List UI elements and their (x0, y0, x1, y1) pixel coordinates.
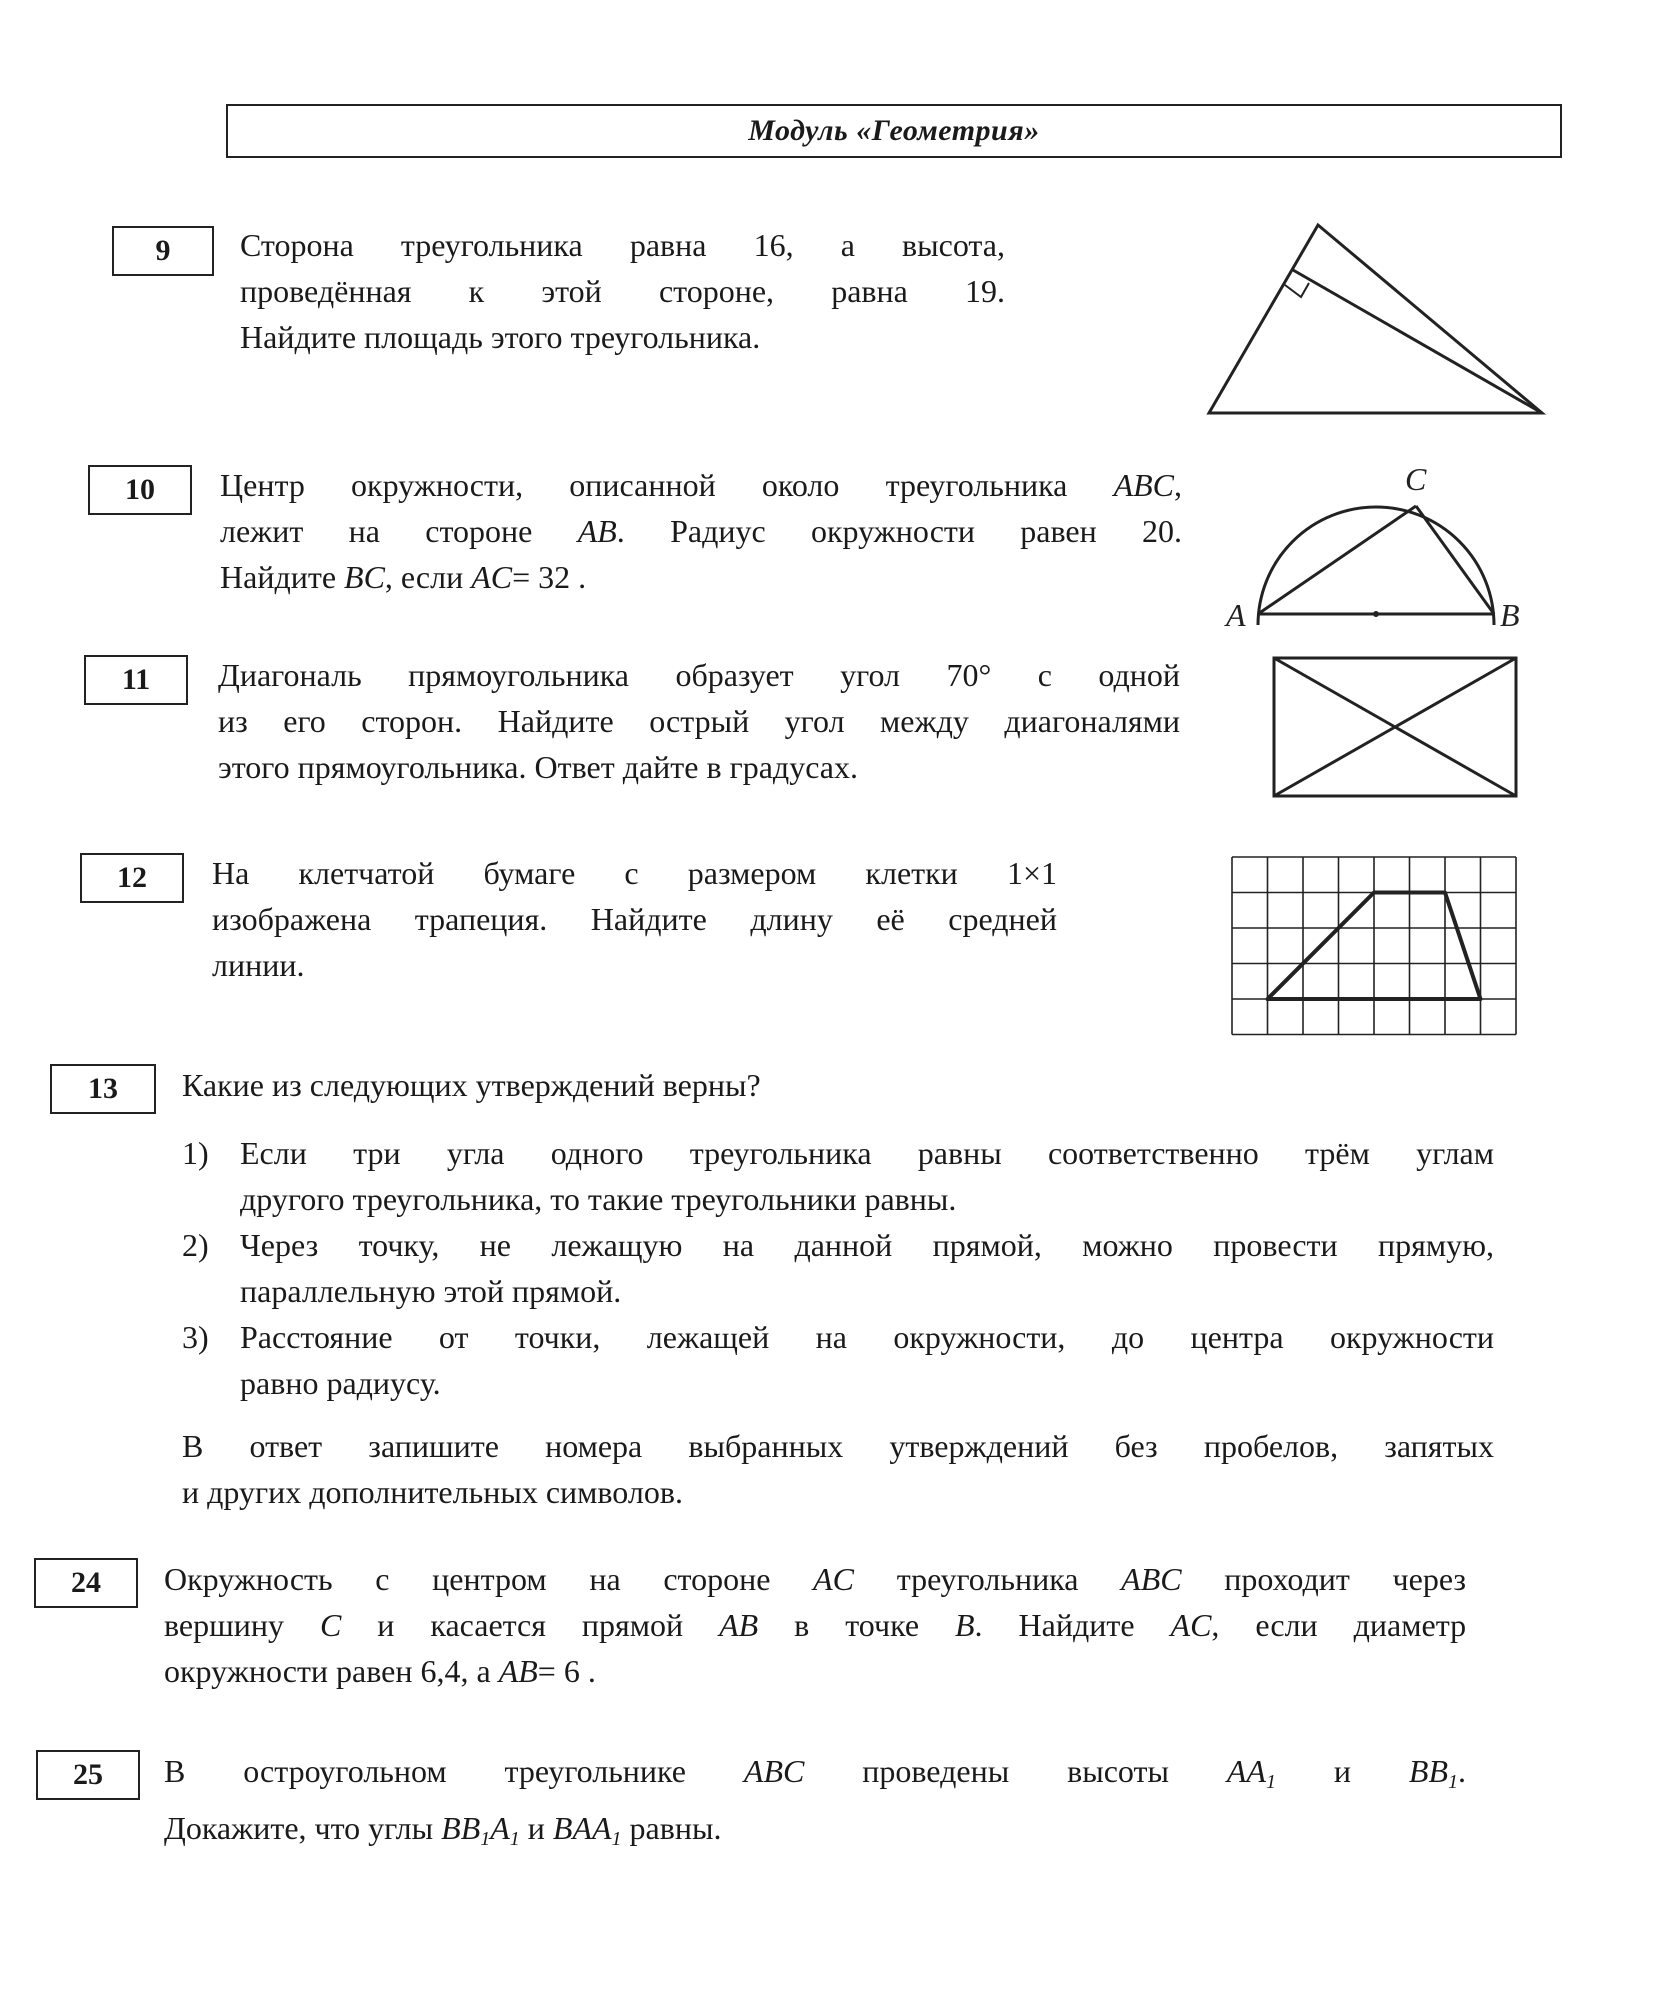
task-13-statements (182, 1130, 1494, 1406)
math-var: ABC (1121, 1561, 1182, 1597)
math-var (552, 1810, 622, 1850)
text: . (1458, 1753, 1466, 1789)
text-line (220, 462, 1182, 508)
subscript: 1 (611, 1828, 622, 1850)
text: Найдите (220, 559, 337, 595)
text-line: Если три угла одного треугольника равны соответственно трём углам (240, 1135, 1494, 1171)
text: AA (1226, 1753, 1266, 1789)
label-b: B (1500, 597, 1520, 633)
task-25-text (164, 1748, 1466, 1862)
text-line: Сторона треугольника равна 16, а высота, (240, 227, 1005, 263)
text: BAA (552, 1810, 612, 1846)
text: Докажите, что углы (164, 1810, 434, 1846)
text-line: Диагональ прямоугольника образует угол 70° с одной (218, 657, 1180, 693)
math-var (1408, 1753, 1458, 1793)
task-number-9 (112, 226, 214, 276)
math-var: ABC (743, 1753, 805, 1789)
text: проведены высоты (862, 1753, 1169, 1789)
figure-triangle-altitude (1180, 200, 1560, 430)
text: , если (384, 559, 464, 595)
math-var: AB (498, 1653, 538, 1689)
text-line: Через точку, не лежащую на данной прямой, можно провести прямую, (240, 1227, 1494, 1263)
label-a: A (1226, 597, 1246, 633)
text-line (220, 508, 1182, 554)
task-24-text (164, 1556, 1466, 1694)
altitude-line (1293, 270, 1542, 413)
text-line: этого прямоугольника. Ответ дайте в градусах. (218, 749, 858, 785)
math-var: AC (1170, 1607, 1212, 1643)
text: Окружность с центром на стороне (164, 1561, 771, 1597)
task-number-label: 11 (121, 663, 151, 696)
module-header (226, 104, 1562, 158)
task-number-11 (84, 655, 188, 705)
text: = 32 . (512, 559, 587, 595)
text-line: Расстояние от точки, лежащей на окружности, до центра окружности (240, 1319, 1494, 1355)
text-line: изображена трапеция. Найдите длину её средней (212, 901, 1057, 937)
text-line: и других дополнительных символов. (182, 1474, 683, 1510)
subscript: 1 (1265, 1771, 1276, 1793)
side-cb (1416, 506, 1494, 614)
text-line (164, 1556, 1466, 1602)
text-line (164, 1748, 1466, 1805)
text-line (164, 1602, 1466, 1648)
text: . Радиус окружности равен 20. (616, 513, 1183, 549)
statement-number: 1) (182, 1135, 209, 1171)
math-var: AB (577, 513, 617, 549)
task-9-text (240, 222, 1005, 360)
task-number-12 (80, 853, 184, 903)
statement-3 (182, 1314, 1494, 1406)
task-number-24 (34, 1558, 138, 1608)
statement-number: 3) (182, 1319, 209, 1355)
text-line: из его сторон. Найдите острый угол между диагоналями (218, 703, 1180, 739)
math-var: B (955, 1607, 975, 1643)
text-line: другого треугольника, то такие треугольники равны. (240, 1181, 957, 1217)
question-text: Какие из следующих утверждений верны? (182, 1067, 761, 1103)
text: вершину (164, 1607, 285, 1643)
subscript: 1 (509, 1828, 520, 1850)
text: и касается прямой (377, 1607, 684, 1643)
task-number-10 (88, 465, 192, 515)
math-var (441, 1810, 520, 1850)
text-line (164, 1648, 1466, 1694)
figure-semicircle-triangle (1200, 440, 1530, 640)
text-line: проведённая к этой стороне, равна 19. (240, 273, 1005, 309)
right-angle-mark (1285, 283, 1309, 297)
task-number-label: 24 (71, 1566, 101, 1599)
task-number-label: 9 (155, 234, 171, 267)
statement-1 (182, 1130, 1494, 1222)
text: окружности равен 6,4, а (164, 1653, 491, 1689)
math-var (1226, 1753, 1276, 1793)
statement-2 (182, 1222, 1494, 1314)
task-number-label: 25 (73, 1758, 103, 1791)
figure-grid-trapezoid (1230, 855, 1520, 1040)
math-var: BC (344, 559, 385, 595)
math-var: C (319, 1607, 342, 1643)
side-ac (1258, 506, 1416, 614)
text-line: линии. (212, 947, 305, 983)
center-point (1373, 611, 1379, 617)
task-13-instruction (182, 1423, 1494, 1515)
text-line: В ответ запишите номера выбранных утверждений без пробелов, запятых (182, 1428, 1494, 1464)
text-line: На клетчатой бумаге с размером клетки 1×1 (212, 855, 1057, 891)
subscript: 1 (1448, 1771, 1458, 1793)
text-line: Найдите площадь этого треугольника. (240, 319, 761, 355)
text: лежит на стороне (220, 513, 533, 549)
text-line: равно радиусу. (240, 1365, 441, 1401)
task-number-label: 10 (125, 473, 155, 506)
task-11-text (218, 652, 1180, 790)
text: , (1174, 467, 1183, 503)
text: и (527, 1810, 545, 1846)
text: треугольника (896, 1561, 1079, 1597)
task-number-label: 13 (88, 1072, 118, 1105)
task-12-text (212, 850, 1057, 988)
text: = 6 . (537, 1653, 596, 1689)
text: . Найдите (974, 1607, 1135, 1643)
text: Центр окружности, описанной около треугольника (220, 467, 1068, 503)
module-title: Модуль «Геометрия» (748, 114, 1040, 147)
math-var: AB (719, 1607, 759, 1643)
task-number-25 (36, 1750, 140, 1800)
text: BB (1408, 1753, 1448, 1789)
text: в точке (794, 1607, 920, 1643)
text-line: параллельную этой прямой. (240, 1273, 622, 1309)
task-10-text (220, 462, 1182, 600)
text: A (490, 1810, 510, 1846)
text: проходит через (1224, 1561, 1467, 1597)
task-number-13 (50, 1064, 156, 1114)
label-c: C (1405, 461, 1427, 497)
statement-number: 2) (182, 1227, 209, 1263)
subscript: 1 (480, 1828, 491, 1850)
math-var: AC (813, 1561, 854, 1597)
text-line (220, 554, 1182, 600)
text: , если диаметр (1211, 1607, 1467, 1643)
text-line (164, 1805, 1466, 1862)
text: и (1333, 1753, 1351, 1789)
figure-rectangle-diagonals (1220, 640, 1520, 800)
math-var: ABC (1113, 467, 1175, 503)
text: В остроугольном треугольнике (164, 1753, 686, 1789)
math-var: AC (471, 559, 513, 595)
text: равны. (629, 1810, 722, 1846)
text: BB (441, 1810, 481, 1846)
task-number-label: 12 (117, 861, 147, 894)
task-13-question (182, 1062, 1482, 1108)
